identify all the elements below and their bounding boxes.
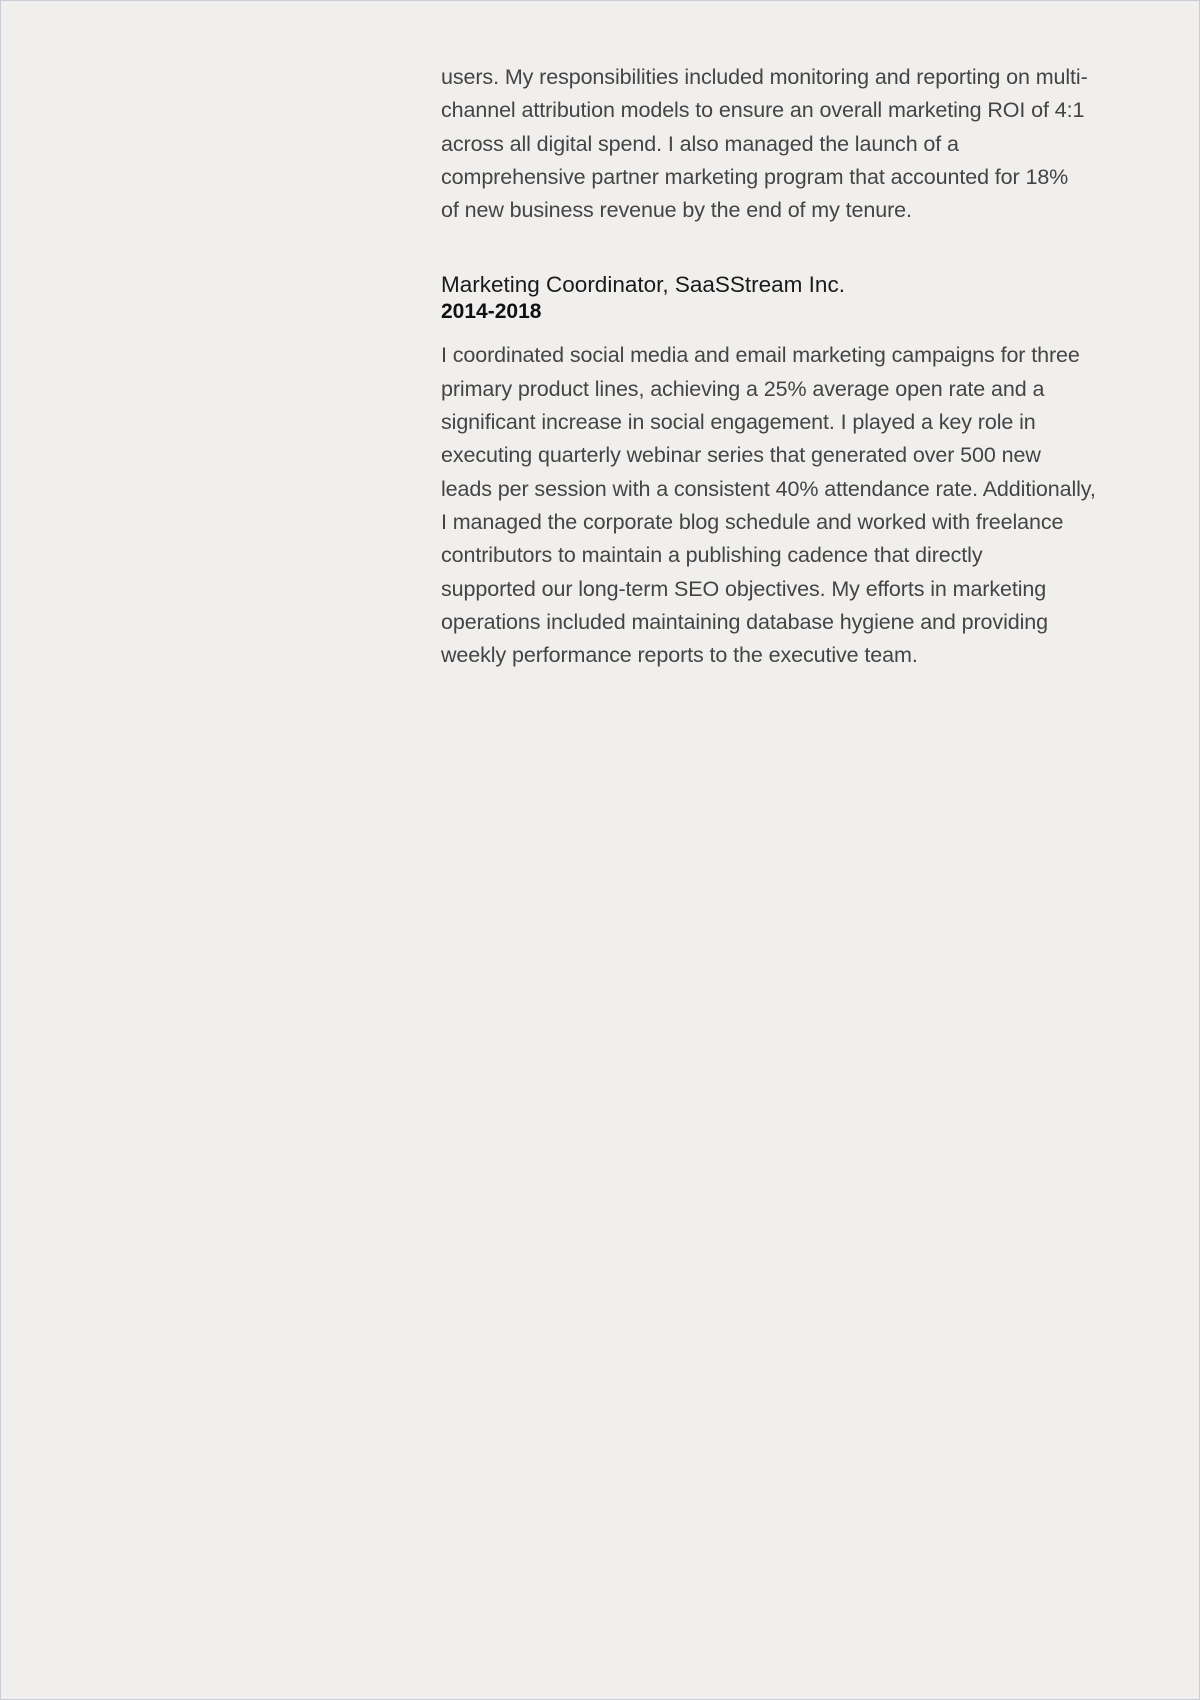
description-line: across all digital spend. I also managed the launch of a	[441, 131, 959, 156]
description-line: supported our long-term SEO objectives. My efforts in marketing	[441, 576, 1047, 601]
job-description	[441, 339, 1126, 672]
description-line: comprehensive partner marketing program that accounted for 18%	[441, 164, 1069, 189]
description-line: I managed the corporate blog schedule and worked with freelance	[441, 509, 1064, 534]
job-title: Marketing Coordinator, SaaSStream Inc.	[441, 272, 845, 298]
description-line: users. My responsibilities included monitoring and reporting on multi-	[441, 65, 1088, 89]
description-line: executing quarterly webinar series that generated over 500 new	[441, 443, 1041, 468]
description-line: leads per session with a consistent 40% attendance rate. Additionally,	[441, 476, 1096, 501]
job-dates: 2014-2018	[441, 300, 542, 324]
resume-main-column	[441, 61, 1126, 672]
description-line: weekly performance reports to the executive team.	[441, 643, 918, 668]
description-line: contributors to maintain a publishing cadence that directly	[441, 543, 983, 568]
description-line: channel attribution models to ensure an overall marketing ROI of 4:1	[441, 98, 1085, 123]
description-line: primary product lines, achieving a 25% average open rate and a	[441, 376, 1045, 401]
description-line: I coordinated social media and email marketing campaigns for three	[441, 343, 1080, 368]
description-line: significant increase in social engagement. I played a key role in	[441, 410, 1036, 435]
description-line: of new business revenue by the end of my tenure.	[441, 198, 912, 223]
previous-job-description	[441, 61, 1126, 227]
description-line: operations included maintaining database hygiene and providing	[441, 609, 1048, 634]
